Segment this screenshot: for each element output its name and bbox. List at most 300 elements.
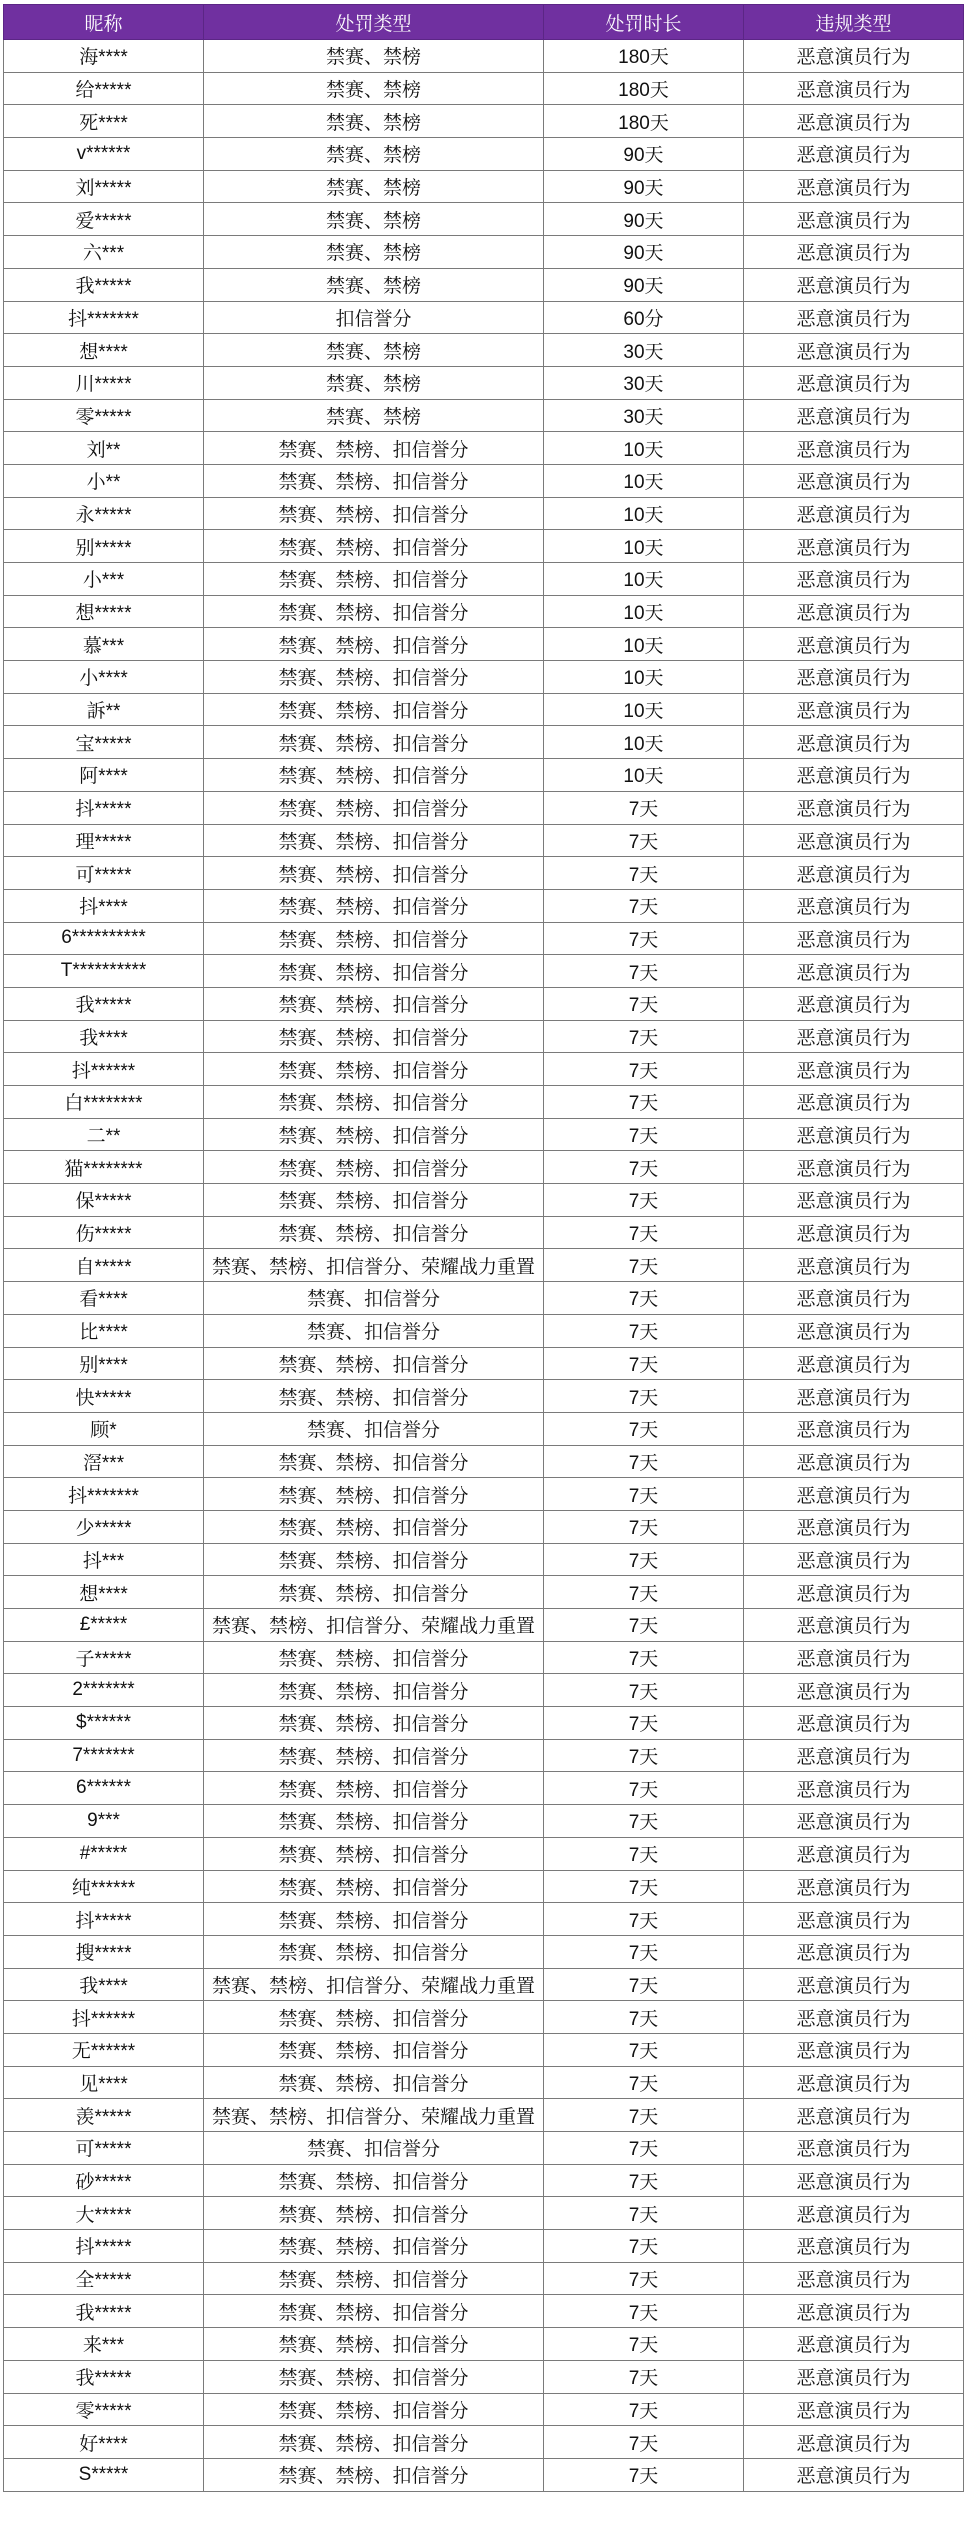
cell-nickname: 砂***** <box>4 2164 204 2197</box>
cell-nickname: 6****** <box>4 1772 204 1805</box>
cell-penalty-type: 禁赛、禁榜、扣信誉分 <box>204 530 544 563</box>
cell-penalty-duration: 7天 <box>544 1086 744 1119</box>
table-row <box>4 2295 964 2328</box>
table-row <box>4 1641 964 1674</box>
cell-nickname: 可***** <box>4 2132 204 2165</box>
cell-penalty-type: 禁赛、禁榜 <box>204 399 544 432</box>
cell-penalty-duration: 10天 <box>544 726 744 759</box>
cell-penalty-duration: 7天 <box>544 824 744 857</box>
cell-nickname: 羡***** <box>4 2099 204 2132</box>
cell-nickname: 川***** <box>4 366 204 399</box>
cell-nickname: 纯****** <box>4 1870 204 1903</box>
table-row <box>4 1380 964 1413</box>
cell-violation-type: 恶意演员行为 <box>744 693 964 726</box>
cell-penalty-type: 禁赛、禁榜、扣信誉分 <box>204 1674 544 1707</box>
table-row <box>4 1249 964 1282</box>
cell-penalty-duration: 7天 <box>544 1347 744 1380</box>
table-row <box>4 1510 964 1543</box>
cell-penalty-type: 禁赛、禁榜、扣信誉分 <box>204 1478 544 1511</box>
cell-penalty-duration: 10天 <box>544 530 744 563</box>
cell-nickname: 宝***** <box>4 726 204 759</box>
cell-penalty-type: 禁赛、禁榜 <box>204 334 544 367</box>
cell-penalty-type: 禁赛、禁榜、扣信誉分 <box>204 824 544 857</box>
cell-violation-type: 恶意演员行为 <box>744 1510 964 1543</box>
cell-penalty-type: 禁赛、禁榜、扣信誉分、荣耀战力重置 <box>204 1968 544 2001</box>
table-row <box>4 1739 964 1772</box>
cell-violation-type: 恶意演员行为 <box>744 1216 964 1249</box>
cell-nickname: 刘** <box>4 432 204 465</box>
cell-penalty-type: 禁赛、禁榜、扣信誉分 <box>204 759 544 792</box>
cell-nickname: S***** <box>4 2458 204 2491</box>
table-row <box>4 661 964 694</box>
cell-violation-type: 恶意演员行为 <box>744 2066 964 2099</box>
header-penalty-duration: 处罚时长 <box>544 5 744 40</box>
cell-nickname: 比**** <box>4 1314 204 1347</box>
cell-nickname: 2******* <box>4 1674 204 1707</box>
cell-violation-type: 恶意演员行为 <box>744 105 964 138</box>
table-row <box>4 1151 964 1184</box>
penalty-table-container <box>3 4 964 2492</box>
table-row <box>4 203 964 236</box>
cell-violation-type: 恶意演员行为 <box>744 530 964 563</box>
cell-nickname: 抖******* <box>4 301 204 334</box>
table-row <box>4 497 964 530</box>
table-row <box>4 1347 964 1380</box>
cell-penalty-type: 禁赛、禁榜、扣信誉分 <box>204 791 544 824</box>
cell-penalty-duration: 7天 <box>544 2132 744 2165</box>
cell-violation-type: 恶意演员行为 <box>744 1086 964 1119</box>
cell-penalty-duration: 10天 <box>544 595 744 628</box>
table-row <box>4 2132 964 2165</box>
cell-violation-type: 恶意演员行为 <box>744 1543 964 1576</box>
cell-violation-type: 恶意演员行为 <box>744 1184 964 1217</box>
cell-penalty-duration: 7天 <box>544 955 744 988</box>
table-row <box>4 105 964 138</box>
cell-violation-type: 恶意演员行为 <box>744 2132 964 2165</box>
cell-nickname: 抖*** <box>4 1543 204 1576</box>
header-violation-type: 违规类型 <box>744 5 964 40</box>
cell-violation-type: 恶意演员行为 <box>744 497 964 530</box>
table-row <box>4 1216 964 1249</box>
cell-penalty-type: 禁赛、禁榜、扣信誉分 <box>204 1347 544 1380</box>
cell-penalty-duration: 7天 <box>544 1739 744 1772</box>
cell-penalty-duration: 7天 <box>544 1020 744 1053</box>
cell-penalty-type: 禁赛、禁榜、扣信誉分 <box>204 2066 544 2099</box>
table-row <box>4 563 964 596</box>
cell-penalty-duration: 7天 <box>544 2164 744 2197</box>
cell-penalty-type: 禁赛、禁榜、扣信誉分 <box>204 1151 544 1184</box>
cell-violation-type: 恶意演员行为 <box>744 1674 964 1707</box>
cell-nickname: 别**** <box>4 1347 204 1380</box>
cell-violation-type: 恶意演员行为 <box>744 1609 964 1642</box>
cell-penalty-duration: 7天 <box>544 889 744 922</box>
table-row <box>4 955 964 988</box>
table-row <box>4 2230 964 2263</box>
cell-nickname: 抖****** <box>4 2001 204 2034</box>
cell-violation-type: 恶意演员行为 <box>744 203 964 236</box>
cell-violation-type: 恶意演员行为 <box>744 432 964 465</box>
table-row <box>4 1184 964 1217</box>
cell-penalty-duration: 7天 <box>544 1903 744 1936</box>
cell-violation-type: 恶意演员行为 <box>744 2197 964 2230</box>
cell-nickname: 想**** <box>4 1576 204 1609</box>
cell-nickname: 抖***** <box>4 1903 204 1936</box>
cell-violation-type: 恶意演员行为 <box>744 1576 964 1609</box>
cell-penalty-type: 禁赛、禁榜、扣信誉分、荣耀战力重置 <box>204 2099 544 2132</box>
table-row <box>4 334 964 367</box>
table-row <box>4 2197 964 2230</box>
cell-nickname: 别***** <box>4 530 204 563</box>
cell-penalty-type: 禁赛、禁榜、扣信誉分 <box>204 595 544 628</box>
cell-penalty-duration: 10天 <box>544 693 744 726</box>
cell-penalty-duration: 7天 <box>544 2033 744 2066</box>
table-row <box>4 726 964 759</box>
cell-penalty-duration: 7天 <box>544 1805 744 1838</box>
table-body <box>4 40 964 2492</box>
table-row <box>4 268 964 301</box>
cell-penalty-type: 禁赛、扣信誉分 <box>204 2132 544 2165</box>
table-row <box>4 1282 964 1315</box>
cell-violation-type: 恶意演员行为 <box>744 2001 964 2034</box>
cell-nickname: 好**** <box>4 2426 204 2459</box>
cell-violation-type: 恶意演员行为 <box>744 628 964 661</box>
cell-nickname: 想**** <box>4 334 204 367</box>
cell-penalty-duration: 7天 <box>544 1412 744 1445</box>
cell-penalty-duration: 7天 <box>544 1053 744 1086</box>
cell-penalty-type: 禁赛、禁榜、扣信誉分 <box>204 1739 544 1772</box>
cell-penalty-type: 禁赛、禁榜、扣信誉分 <box>204 2295 544 2328</box>
table-row <box>4 138 964 171</box>
cell-nickname: 猫******** <box>4 1151 204 1184</box>
cell-penalty-type: 禁赛、禁榜、扣信誉分 <box>204 1118 544 1151</box>
cell-nickname: 小**** <box>4 661 204 694</box>
cell-penalty-type: 禁赛、禁榜、扣信誉分 <box>204 955 544 988</box>
cell-nickname: 六*** <box>4 236 204 269</box>
cell-penalty-type: 禁赛、禁榜、扣信誉分 <box>204 1837 544 1870</box>
cell-penalty-duration: 7天 <box>544 2295 744 2328</box>
cell-violation-type: 恶意演员行为 <box>744 889 964 922</box>
cell-violation-type: 恶意演员行为 <box>744 2393 964 2426</box>
cell-penalty-type: 禁赛、禁榜、扣信誉分 <box>204 661 544 694</box>
cell-penalty-duration: 180天 <box>544 72 744 105</box>
penalty-table <box>3 4 964 2492</box>
cell-penalty-type: 禁赛、禁榜、扣信誉分 <box>204 1445 544 1478</box>
cell-penalty-duration: 90天 <box>544 236 744 269</box>
cell-penalty-duration: 10天 <box>544 432 744 465</box>
cell-penalty-duration: 7天 <box>544 2458 744 2491</box>
cell-nickname: 我**** <box>4 1020 204 1053</box>
cell-penalty-type: 禁赛、禁榜、扣信誉分 <box>204 1380 544 1413</box>
cell-penalty-type: 禁赛、禁榜、扣信誉分 <box>204 563 544 596</box>
cell-penalty-duration: 7天 <box>544 1609 744 1642</box>
table-row <box>4 1576 964 1609</box>
cell-violation-type: 恶意演员行为 <box>744 2328 964 2361</box>
cell-violation-type: 恶意演员行为 <box>744 1249 964 1282</box>
table-row <box>4 1053 964 1086</box>
table-row <box>4 366 964 399</box>
table-row <box>4 399 964 432</box>
cell-nickname: 子***** <box>4 1641 204 1674</box>
table-row <box>4 1772 964 1805</box>
cell-nickname: 抖******* <box>4 1478 204 1511</box>
cell-penalty-duration: 7天 <box>544 1641 744 1674</box>
cell-penalty-type: 禁赛、禁榜、扣信誉分 <box>204 2197 544 2230</box>
cell-nickname: 少***** <box>4 1510 204 1543</box>
cell-penalty-duration: 10天 <box>544 628 744 661</box>
cell-penalty-type: 禁赛、禁榜、扣信誉分 <box>204 2001 544 2034</box>
cell-nickname: 顾* <box>4 1412 204 1445</box>
cell-violation-type: 恶意演员行为 <box>744 1805 964 1838</box>
cell-nickname: 我**** <box>4 1968 204 2001</box>
cell-penalty-type: 禁赛、禁榜、扣信誉分 <box>204 987 544 1020</box>
table-row <box>4 1837 964 1870</box>
cell-nickname: 刘***** <box>4 170 204 203</box>
table-row <box>4 170 964 203</box>
cell-nickname: 自***** <box>4 1249 204 1282</box>
cell-violation-type: 恶意演员行为 <box>744 759 964 792</box>
cell-penalty-duration: 180天 <box>544 105 744 138</box>
cell-penalty-duration: 10天 <box>544 661 744 694</box>
cell-nickname: 爱***** <box>4 203 204 236</box>
cell-penalty-duration: 10天 <box>544 759 744 792</box>
cell-violation-type: 恶意演员行为 <box>744 1870 964 1903</box>
table-row <box>4 530 964 563</box>
table-row <box>4 693 964 726</box>
table-row <box>4 1870 964 1903</box>
cell-penalty-type: 禁赛、禁榜、扣信誉分 <box>204 1935 544 1968</box>
cell-penalty-duration: 10天 <box>544 464 744 497</box>
cell-violation-type: 恶意演员行为 <box>744 1772 964 1805</box>
cell-penalty-duration: 30天 <box>544 334 744 367</box>
cell-nickname: T********** <box>4 955 204 988</box>
table-row <box>4 1543 964 1576</box>
cell-violation-type: 恶意演员行为 <box>744 1020 964 1053</box>
cell-nickname: 9*** <box>4 1805 204 1838</box>
cell-nickname: 抖**** <box>4 889 204 922</box>
table-row <box>4 824 964 857</box>
cell-violation-type: 恶意演员行为 <box>744 1641 964 1674</box>
cell-violation-type: 恶意演员行为 <box>744 2426 964 2459</box>
table-row <box>4 2164 964 2197</box>
cell-nickname: 可***** <box>4 857 204 890</box>
cell-violation-type: 恶意演员行为 <box>744 955 964 988</box>
cell-penalty-type: 禁赛、禁榜、扣信誉分 <box>204 1903 544 1936</box>
cell-penalty-type: 禁赛、禁榜、扣信誉分、荣耀战力重置 <box>204 1249 544 1282</box>
table-row <box>4 922 964 955</box>
cell-penalty-type: 禁赛、禁榜、扣信誉分 <box>204 1805 544 1838</box>
table-row <box>4 595 964 628</box>
cell-penalty-duration: 60分 <box>544 301 744 334</box>
table-row <box>4 432 964 465</box>
table-row <box>4 1478 964 1511</box>
cell-penalty-type: 禁赛、禁榜 <box>204 40 544 73</box>
cell-violation-type: 恶意演员行为 <box>744 922 964 955</box>
table-row <box>4 1445 964 1478</box>
table-row <box>4 1707 964 1740</box>
cell-penalty-duration: 7天 <box>544 2360 744 2393</box>
header-penalty-type: 处罚类型 <box>204 5 544 40</box>
table-row <box>4 1674 964 1707</box>
cell-penalty-duration: 7天 <box>544 1543 744 1576</box>
cell-nickname: 7******* <box>4 1739 204 1772</box>
cell-violation-type: 恶意演员行为 <box>744 1478 964 1511</box>
cell-penalty-type: 禁赛、禁榜、扣信誉分 <box>204 2164 544 2197</box>
cell-violation-type: 恶意演员行为 <box>744 857 964 890</box>
table-row <box>4 464 964 497</box>
cell-penalty-type: 禁赛、禁榜、扣信誉分 <box>204 1216 544 1249</box>
cell-violation-type: 恶意演员行为 <box>744 1347 964 1380</box>
cell-penalty-type: 禁赛、禁榜 <box>204 105 544 138</box>
table-row <box>4 72 964 105</box>
cell-violation-type: 恶意演员行为 <box>744 1445 964 1478</box>
table-row <box>4 1903 964 1936</box>
cell-nickname: #***** <box>4 1837 204 1870</box>
table-row <box>4 2426 964 2459</box>
table-row <box>4 2328 964 2361</box>
cell-penalty-duration: 7天 <box>544 2426 744 2459</box>
cell-penalty-type: 禁赛、禁榜、扣信誉分 <box>204 1086 544 1119</box>
cell-penalty-duration: 7天 <box>544 1674 744 1707</box>
cell-penalty-duration: 7天 <box>544 2197 744 2230</box>
cell-penalty-type: 禁赛、禁榜、扣信誉分 <box>204 726 544 759</box>
cell-penalty-type: 禁赛、禁榜、扣信誉分 <box>204 2328 544 2361</box>
cell-penalty-duration: 7天 <box>544 1184 744 1217</box>
cell-penalty-duration: 7天 <box>544 1314 744 1347</box>
cell-nickname: 抖***** <box>4 2230 204 2263</box>
cell-violation-type: 恶意演员行为 <box>744 40 964 73</box>
cell-violation-type: 恶意演员行为 <box>744 824 964 857</box>
cell-penalty-duration: 7天 <box>544 1478 744 1511</box>
cell-penalty-type: 禁赛、禁榜、扣信誉分 <box>204 2426 544 2459</box>
table-row <box>4 987 964 1020</box>
cell-violation-type: 恶意演员行为 <box>744 563 964 596</box>
table-row <box>4 1412 964 1445</box>
cell-nickname: 无****** <box>4 2033 204 2066</box>
table-row <box>4 1086 964 1119</box>
cell-nickname: 我***** <box>4 987 204 1020</box>
cell-penalty-type: 禁赛、禁榜、扣信誉分 <box>204 1020 544 1053</box>
cell-violation-type: 恶意演员行为 <box>744 1412 964 1445</box>
cell-violation-type: 恶意演员行为 <box>744 1903 964 1936</box>
cell-nickname: 死**** <box>4 105 204 138</box>
cell-violation-type: 恶意演员行为 <box>744 1739 964 1772</box>
cell-penalty-duration: 7天 <box>544 1118 744 1151</box>
cell-penalty-type: 禁赛、禁榜 <box>204 203 544 236</box>
cell-nickname: 快***** <box>4 1380 204 1413</box>
cell-penalty-type: 禁赛、禁榜、扣信誉分 <box>204 2262 544 2295</box>
table-row <box>4 1118 964 1151</box>
table-row <box>4 2099 964 2132</box>
cell-penalty-type: 禁赛、禁榜、扣信誉分 <box>204 2393 544 2426</box>
cell-nickname: 永***** <box>4 497 204 530</box>
table-header <box>4 5 964 40</box>
cell-violation-type: 恶意演员行为 <box>744 464 964 497</box>
cell-violation-type: 恶意演员行为 <box>744 138 964 171</box>
cell-nickname: 给***** <box>4 72 204 105</box>
cell-violation-type: 恶意演员行为 <box>744 1282 964 1315</box>
cell-penalty-duration: 30天 <box>544 399 744 432</box>
cell-violation-type: 恶意演员行为 <box>744 791 964 824</box>
cell-nickname: 零***** <box>4 2393 204 2426</box>
cell-penalty-type: 禁赛、禁榜、扣信誉分 <box>204 1870 544 1903</box>
cell-nickname: 零***** <box>4 399 204 432</box>
cell-violation-type: 恶意演员行为 <box>744 399 964 432</box>
cell-penalty-type: 禁赛、禁榜 <box>204 72 544 105</box>
cell-penalty-type: 禁赛、禁榜 <box>204 170 544 203</box>
table-row <box>4 2393 964 2426</box>
cell-penalty-type: 禁赛、禁榜、扣信誉分 <box>204 464 544 497</box>
table-row <box>4 1968 964 2001</box>
table-row <box>4 1805 964 1838</box>
cell-violation-type: 恶意演员行为 <box>744 2230 964 2263</box>
cell-penalty-duration: 7天 <box>544 1707 744 1740</box>
cell-penalty-type: 禁赛、禁榜 <box>204 236 544 269</box>
cell-penalty-type: 禁赛、禁榜、扣信誉分 <box>204 497 544 530</box>
cell-violation-type: 恶意演员行为 <box>744 334 964 367</box>
cell-penalty-duration: 7天 <box>544 2393 744 2426</box>
cell-nickname: 想***** <box>4 595 204 628</box>
cell-nickname: 我***** <box>4 2360 204 2393</box>
table-row <box>4 1020 964 1053</box>
cell-penalty-type: 禁赛、禁榜、扣信誉分 <box>204 628 544 661</box>
table-row <box>4 889 964 922</box>
cell-penalty-duration: 180天 <box>544 40 744 73</box>
cell-penalty-duration: 7天 <box>544 1249 744 1282</box>
cell-violation-type: 恶意演员行为 <box>744 595 964 628</box>
cell-penalty-duration: 7天 <box>544 922 744 955</box>
cell-nickname: 6********** <box>4 922 204 955</box>
cell-penalty-type: 禁赛、禁榜、扣信誉分 <box>204 2033 544 2066</box>
cell-penalty-duration: 7天 <box>544 1151 744 1184</box>
cell-violation-type: 恶意演员行为 <box>744 726 964 759</box>
cell-nickname: 抖****** <box>4 1053 204 1086</box>
cell-violation-type: 恶意演员行为 <box>744 2262 964 2295</box>
table-row <box>4 759 964 792</box>
cell-violation-type: 恶意演员行为 <box>744 1151 964 1184</box>
cell-penalty-type: 禁赛、扣信誉分 <box>204 1314 544 1347</box>
cell-penalty-type: 禁赛、扣信誉分 <box>204 1412 544 1445</box>
cell-penalty-type: 禁赛、禁榜、扣信誉分 <box>204 1053 544 1086</box>
cell-penalty-duration: 7天 <box>544 1772 744 1805</box>
table-row <box>4 2360 964 2393</box>
cell-violation-type: 恶意演员行为 <box>744 1707 964 1740</box>
cell-nickname: 二** <box>4 1118 204 1151</box>
cell-penalty-duration: 7天 <box>544 857 744 890</box>
cell-violation-type: 恶意演员行为 <box>744 661 964 694</box>
cell-penalty-type: 禁赛、禁榜、扣信誉分 <box>204 2230 544 2263</box>
cell-nickname: 訴** <box>4 693 204 726</box>
table-row <box>4 791 964 824</box>
cell-penalty-type: 禁赛、禁榜 <box>204 268 544 301</box>
table-row <box>4 1609 964 1642</box>
cell-penalty-type: 禁赛、禁榜、扣信誉分 <box>204 889 544 922</box>
cell-nickname: 小** <box>4 464 204 497</box>
cell-violation-type: 恶意演员行为 <box>744 2033 964 2066</box>
cell-penalty-duration: 90天 <box>544 203 744 236</box>
cell-violation-type: 恶意演员行为 <box>744 1118 964 1151</box>
cell-violation-type: 恶意演员行为 <box>744 2295 964 2328</box>
cell-penalty-type: 禁赛、禁榜、扣信誉分 <box>204 922 544 955</box>
cell-penalty-duration: 30天 <box>544 366 744 399</box>
cell-penalty-type: 禁赛、扣信誉分 <box>204 1282 544 1315</box>
cell-violation-type: 恶意演员行为 <box>744 1314 964 1347</box>
table-row <box>4 40 964 73</box>
cell-penalty-type: 禁赛、禁榜 <box>204 366 544 399</box>
table-row <box>4 236 964 269</box>
cell-penalty-type: 禁赛、禁榜、扣信誉分 <box>204 1772 544 1805</box>
cell-penalty-duration: 7天 <box>544 1576 744 1609</box>
cell-nickname: 见**** <box>4 2066 204 2099</box>
